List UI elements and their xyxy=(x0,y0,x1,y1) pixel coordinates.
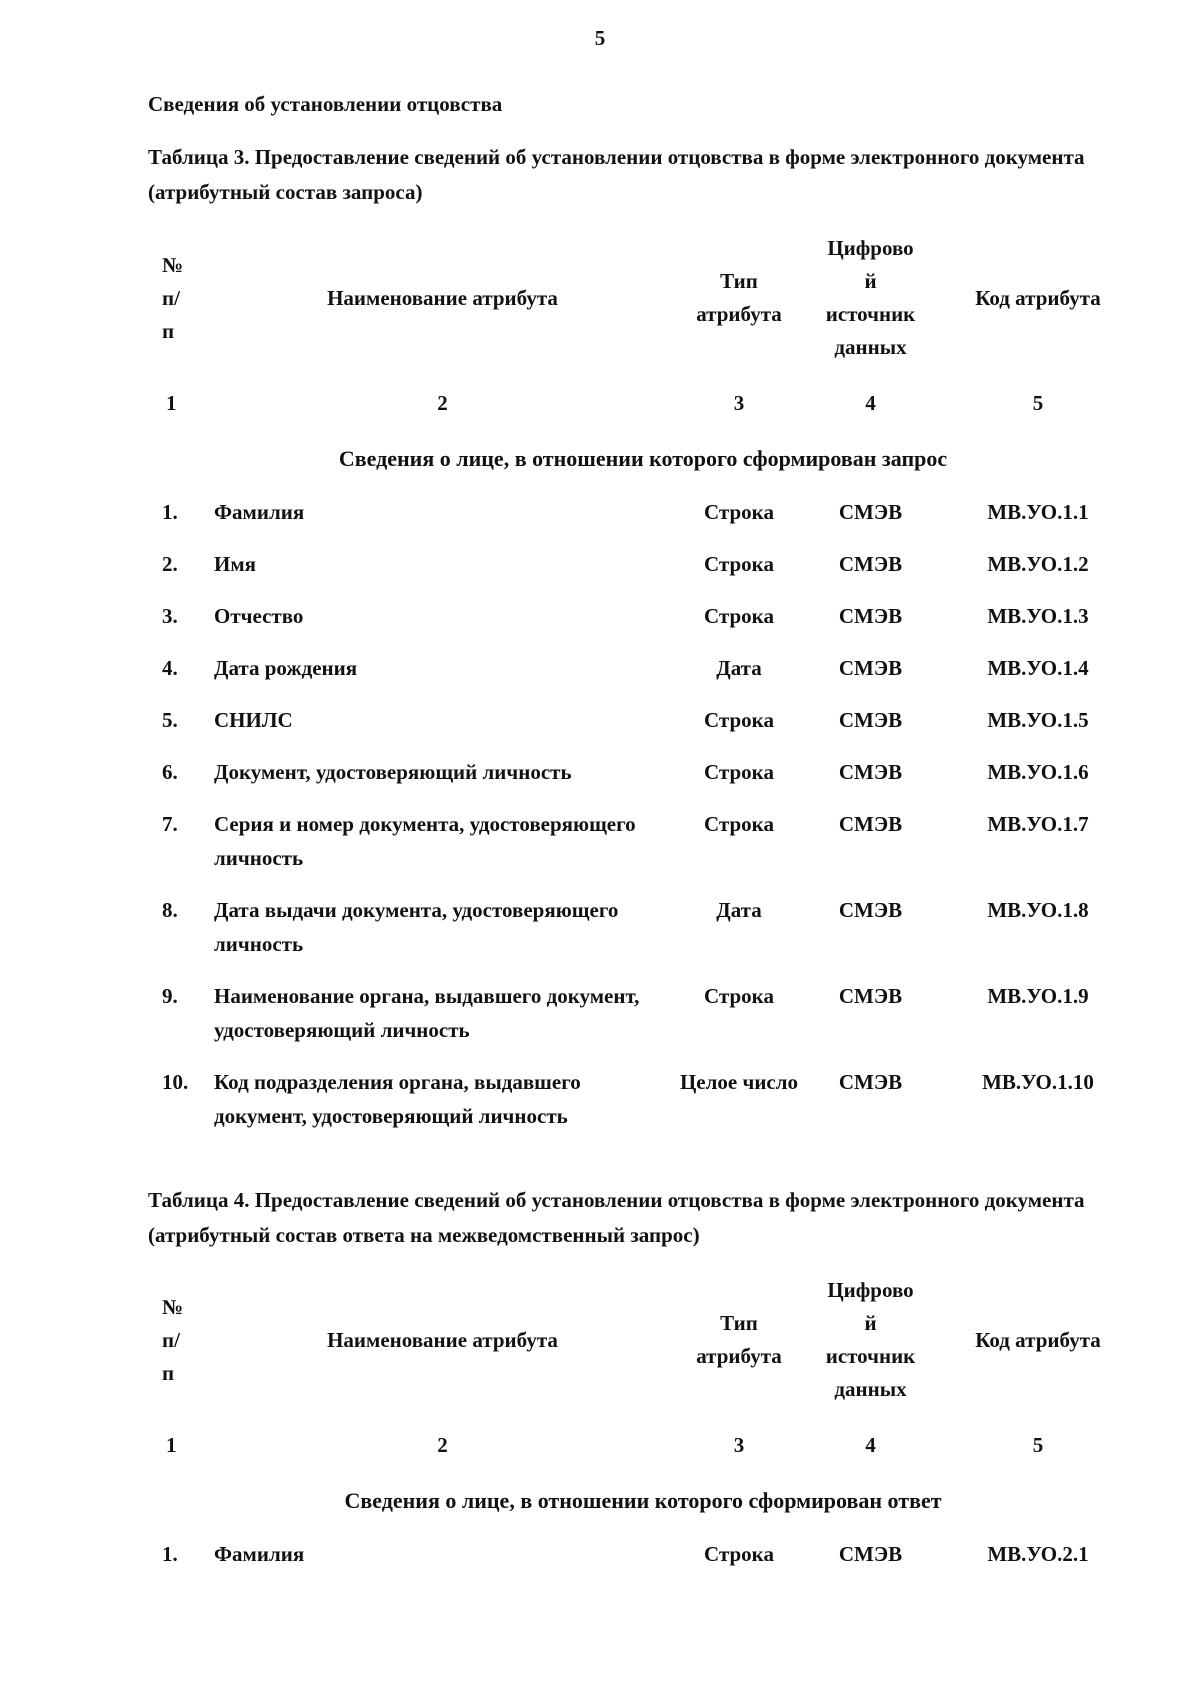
header-attr-name: Наименование атрибута xyxy=(327,285,558,310)
attr-type: Строка xyxy=(704,500,774,524)
attr-name: Наименование органа, выдавшего документ, удостоверяющий личность xyxy=(214,984,640,1042)
table-row xyxy=(148,1056,1138,1142)
data-source: СМЭВ xyxy=(838,984,903,1008)
group-title-row xyxy=(148,1474,1138,1528)
attr-code: МВ.УО.1.1 xyxy=(987,500,1089,524)
group-title-row xyxy=(148,432,1138,486)
header-attr-type: Тип атрибута xyxy=(696,269,782,326)
attr-name: Фамилия xyxy=(214,500,305,524)
table-row xyxy=(148,694,1138,746)
attr-name: Дата выдачи документа, удостоверяющего личность xyxy=(214,898,619,956)
attr-code: МВ.УО.1.7 xyxy=(987,812,1089,836)
row-number: 3. xyxy=(162,604,178,628)
table-4-caption: Таблица 4. Предоставление сведений об установлении отцовства в форме электронного документа (атрибутный состав ответа на межведомственный запрос) xyxy=(148,1188,1085,1247)
attr-code: МВ.УО.1.2 xyxy=(987,552,1089,576)
row-number: 1. xyxy=(162,1542,178,1566)
attr-type: Дата xyxy=(716,656,762,680)
column-number: 4 xyxy=(865,1432,876,1457)
group-title: Сведения о лице, в отношении которого сформирован ответ xyxy=(344,1488,942,1513)
table-row xyxy=(148,590,1138,642)
attr-name: Отчество xyxy=(214,604,304,628)
table-3-caption: Таблица 3. Предоставление сведений об установлении отцовства в форме электронного документа (атрибутный состав запроса) xyxy=(148,145,1085,204)
data-source: СМЭВ xyxy=(838,604,903,628)
attr-code: МВ.УО.1.8 xyxy=(987,898,1089,922)
column-number: 4 xyxy=(865,390,876,415)
row-number: 5. xyxy=(162,708,178,732)
row-number: 6. xyxy=(162,760,178,784)
table-row xyxy=(148,884,1138,970)
data-source: СМЭВ xyxy=(838,760,903,784)
data-source: СМЭВ xyxy=(838,500,903,524)
column-numbers-row xyxy=(148,1416,1138,1474)
data-source: СМЭВ xyxy=(838,812,903,836)
attr-name: Документ, удостоверяющий личность xyxy=(214,760,572,784)
column-number: 1 xyxy=(166,390,177,415)
row-number: 9. xyxy=(162,984,178,1008)
table-header-row xyxy=(148,222,1138,374)
column-number: 3 xyxy=(733,390,745,415)
column-number: 5 xyxy=(1032,390,1044,415)
attr-type: Строка xyxy=(704,1542,774,1566)
row-number: 1. xyxy=(162,500,178,524)
row-number: 2. xyxy=(162,552,178,576)
row-number: 8. xyxy=(162,898,178,922)
page-number: 5 xyxy=(594,26,606,50)
table-row xyxy=(148,1528,1138,1580)
attr-code: МВ.УО.1.10 xyxy=(982,1070,1094,1094)
table-row xyxy=(148,970,1138,1056)
attr-type: Строка xyxy=(704,760,774,784)
column-number: 1 xyxy=(166,1432,177,1457)
attr-name: Имя xyxy=(214,552,256,576)
attr-code: МВ.УО.1.4 xyxy=(987,656,1089,680)
attr-code: МВ.УО.1.9 xyxy=(987,984,1089,1008)
attr-code: МВ.УО.1.3 xyxy=(987,604,1089,628)
header-attr-code: Код атрибута xyxy=(975,285,1101,310)
attr-type: Строка xyxy=(704,812,774,836)
row-number: 10. xyxy=(162,1070,189,1094)
attr-type: Дата xyxy=(716,898,762,922)
table-row xyxy=(148,538,1138,590)
attr-name: Код подразделения органа, выдавшего документ, удостоверяющий личность xyxy=(214,1070,581,1128)
data-source: СМЭВ xyxy=(838,708,903,732)
section-heading: Сведения об установлении отцовства xyxy=(148,92,503,116)
table-header-row xyxy=(148,1264,1138,1416)
table-row xyxy=(148,798,1138,884)
data-source: СМЭВ xyxy=(838,552,903,576)
table-3-body xyxy=(148,486,1138,1142)
header-attr-code: Код атрибута xyxy=(975,1327,1101,1352)
attr-name: Фамилия xyxy=(214,1542,305,1566)
column-numbers-row xyxy=(148,374,1138,432)
header-data-source: Цифрово й источник данных xyxy=(825,1278,916,1401)
attr-name: Дата рождения xyxy=(214,656,358,680)
attr-type: Строка xyxy=(704,552,774,576)
attr-code: МВ.УО.2.1 xyxy=(987,1542,1089,1566)
attr-type: Строка xyxy=(704,604,774,628)
row-number: 7. xyxy=(162,812,178,836)
attr-name: Серия и номер документа, удостоверяющего личность xyxy=(214,812,636,870)
column-number: 5 xyxy=(1032,1432,1044,1457)
data-source: СМЭВ xyxy=(838,656,903,680)
attr-code: МВ.УО.1.6 xyxy=(987,760,1089,784)
column-number: 2 xyxy=(437,1432,448,1457)
header-data-source: Цифрово й источник данных xyxy=(825,236,916,359)
attr-code: МВ.УО.1.5 xyxy=(987,708,1089,732)
attr-type: Строка xyxy=(704,984,774,1008)
attr-name: СНИЛС xyxy=(214,708,293,732)
header-attr-name: Наименование атрибута xyxy=(327,1327,558,1352)
column-number: 2 xyxy=(437,390,448,415)
data-source: СМЭВ xyxy=(838,898,903,922)
header-num: № п/ п xyxy=(162,252,184,343)
header-num: № п/ п xyxy=(162,1294,184,1385)
row-number: 4. xyxy=(162,656,178,680)
data-source: СМЭВ xyxy=(838,1542,903,1566)
table-row xyxy=(148,642,1138,694)
table-3 xyxy=(148,222,1138,1142)
attr-type: Целое число xyxy=(679,1070,799,1094)
attr-type: Строка xyxy=(704,708,774,732)
data-source: СМЭВ xyxy=(838,1070,903,1094)
table-4-body xyxy=(148,1528,1138,1580)
table-row xyxy=(148,746,1138,798)
column-number: 3 xyxy=(733,1432,745,1457)
table-4 xyxy=(148,1264,1138,1580)
group-title: Сведения о лице, в отношении которого сформирован запрос xyxy=(338,446,948,471)
header-attr-type: Тип атрибута xyxy=(696,1311,782,1368)
table-row xyxy=(148,486,1138,538)
